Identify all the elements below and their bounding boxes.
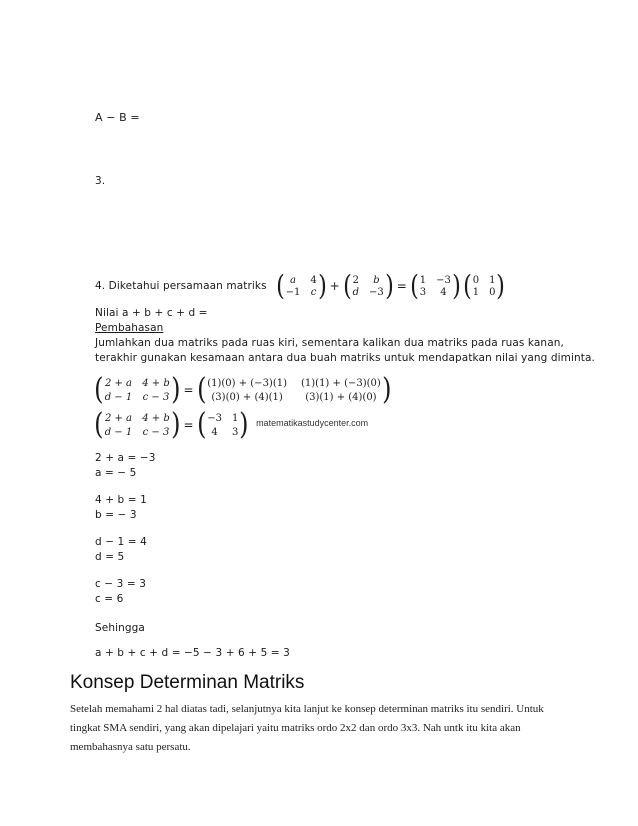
sehingga-label: Sehingga: [95, 622, 145, 634]
matrix-b-cell: d: [352, 286, 360, 298]
problem-4-prefix: 4. Diketahui persamaan matriks: [95, 280, 267, 292]
explanation-line-1: Jumlahkan dua matriks pada ruas kiri, sementara kalikan dua matriks pada ruas kanan,: [95, 337, 564, 349]
solution-line-1: [93, 372, 393, 407]
step-line: d = 5: [95, 551, 125, 563]
matrix-a-cell: a: [289, 274, 296, 286]
matrix-c-cell: −3: [436, 274, 451, 286]
step-line: 4 + b = 1: [95, 494, 147, 506]
solution-product-cell: (3)(0) + (4)(1): [211, 391, 283, 403]
solution-product-cell: (3)(1) + (4)(0): [305, 391, 377, 403]
solution-left-matrix: ( 2 + a 4 + b d − 1 c − 3 ): [94, 407, 181, 442]
matrix-d-cell: 0: [472, 274, 480, 286]
solution-left-cell: 4 + b: [142, 377, 170, 389]
equals-sign: =: [396, 279, 407, 293]
paragraph-line-1: Setelah memahami 2 hal diatas tadi, selanjutnya kita lanjut ke konsep determinan matriks itu sendiri. Untuk: [70, 703, 544, 715]
solution-product-cell: (1)(1) + (−3)(0): [301, 377, 381, 389]
final-answer: a + b + c + d = −5 − 3 + 6 + 5 = 3: [95, 647, 290, 659]
plus-sign: +: [329, 279, 340, 293]
problem-4-equation: [95, 269, 506, 302]
matrix-d-cell: 0: [489, 286, 496, 298]
matrix-b-cell: 2: [352, 274, 360, 286]
a-minus-b-label: A − B =: [95, 111, 140, 124]
matrix-c: ( 1 −3 3 4 ): [409, 269, 461, 302]
solution-left-cell: c − 3: [142, 391, 170, 403]
solution-left-cell: d − 1: [104, 391, 133, 403]
equals-sign: =: [183, 418, 194, 432]
step-line: a = − 5: [95, 467, 137, 479]
matrix-a-cell: c: [310, 286, 317, 298]
step-line: c − 3 = 3: [95, 578, 146, 590]
paragraph-line-3: membahasnya satu persatu.: [70, 741, 191, 753]
matrix-c-cell: 3: [419, 286, 427, 298]
solution-left-cell: 2 + a: [104, 377, 132, 389]
step-line: d − 1 = 4: [95, 536, 147, 548]
matrix-a: ( a 4 −1 c ): [275, 269, 327, 302]
solution-line-2: [93, 407, 369, 442]
question-text: Nilai a + b + c + d =: [95, 307, 208, 319]
paragraph-line-2: tingkat SMA sendiri, yang akan dipelajari yaitu matriks ordo 2x2 dan ordo 3x3. Nah untk itu kita akan: [70, 722, 521, 734]
matrix-d-cell: 1: [472, 286, 480, 298]
matrix-a-cell: −1: [285, 286, 301, 298]
matrix-a-cell: 4: [310, 274, 317, 286]
matrix-c-cell: 1: [419, 274, 427, 286]
solution-result-cell: −3: [207, 412, 222, 424]
section-heading: Konsep Determinan Matriks: [70, 672, 305, 693]
explanation-line-2: terakhir gunakan kesamaan antara dua buah matriks untuk mendapatkan nilai yang diminta.: [95, 352, 595, 364]
solution-left-cell: d − 1: [104, 426, 133, 438]
matrix-c-cell: 4: [440, 286, 447, 298]
solution-result-matrix: ( −3 1 4 3 ): [196, 407, 249, 442]
watermark-text: matematikastudycenter.com: [256, 418, 369, 428]
matrix-b-cell: −3: [369, 286, 384, 298]
step-line: c = 6: [95, 593, 124, 605]
solution-product-cell: (1)(0) + (−3)(1): [207, 377, 287, 389]
step-line: 2 + a = −3: [95, 452, 156, 464]
solution-left-cell: c − 3: [142, 426, 170, 438]
item-3-label: 3.: [95, 175, 106, 187]
solution-left-cell: 4 + b: [142, 412, 170, 424]
matrix-d: ( 0 1 1 0 ): [462, 269, 506, 302]
matrix-b-cell: b: [373, 274, 380, 286]
pembahasan-label: Pembahasan: [95, 322, 164, 334]
solution-result-cell: 3: [231, 426, 239, 438]
matrix-d-cell: 1: [489, 274, 496, 286]
solution-result-cell: 1: [231, 412, 239, 424]
solution-left-cell: 2 + a: [104, 412, 132, 424]
matrix-b: ( 2 b d −3 ): [342, 269, 394, 302]
solution-product-matrix: ( (1)(0) + (−3)(1) (1)(1) + (−3)(0) (3)(0) + (4)(1) (3)(1) + (4)(0) ): [196, 372, 392, 407]
equals-sign: =: [183, 383, 194, 397]
solution-left-matrix: ( 2 + a 4 + b d − 1 c − 3 ): [94, 372, 181, 407]
solution-result-cell: 4: [211, 426, 218, 438]
step-line: b = − 3: [95, 509, 137, 521]
